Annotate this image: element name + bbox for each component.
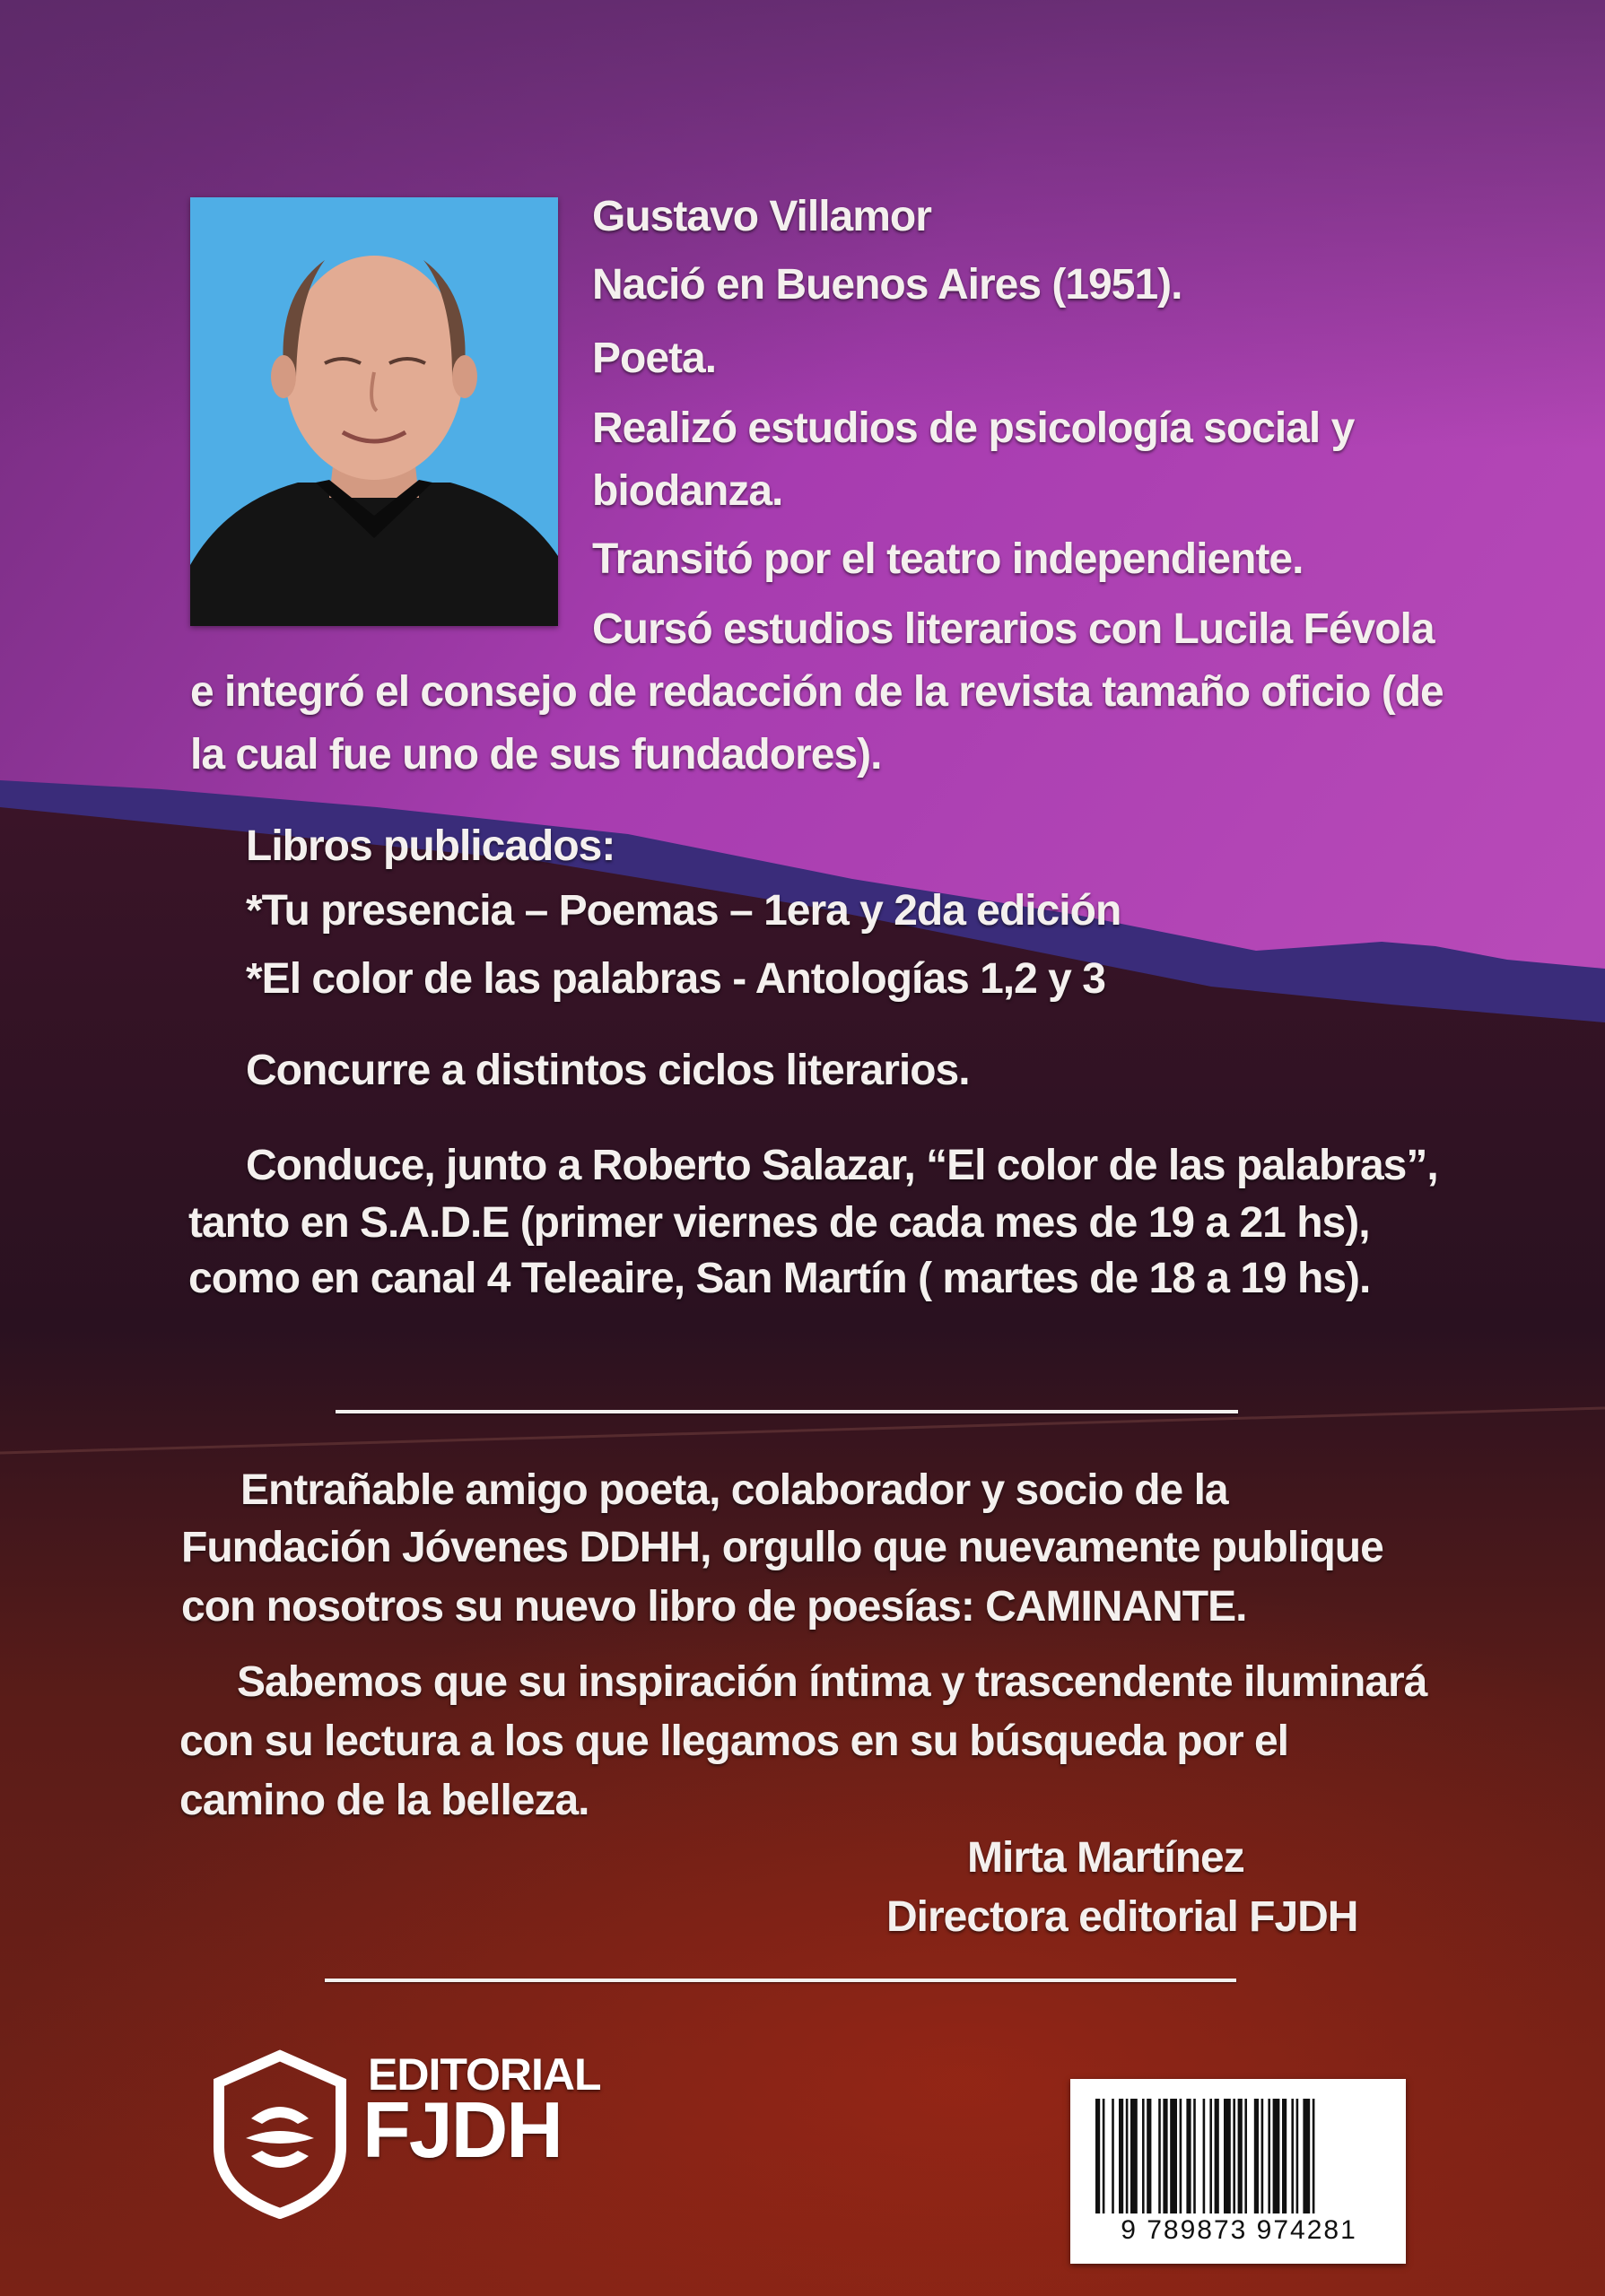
author-portrait-icon — [190, 197, 558, 626]
activity-line: como en canal 4 Teleaire, San Martín ( martes de 18 a 19 hs). — [188, 1255, 1371, 1302]
book-item: *El color de las palabras - Antologías 1,2 y 3 — [246, 955, 1105, 1003]
book-item: *Tu presencia – Poemas – 1era y 2da edición — [246, 887, 1121, 935]
bio-line: biodanza. — [592, 467, 783, 515]
activity-line: Conduce, junto a Roberto Salazar, “El color de las palabras”, — [246, 1142, 1438, 1189]
activity-line: tanto en S.A.D.E (primer viernes de cada mes de 19 a 21 hs), — [188, 1199, 1370, 1247]
publisher-logo — [208, 2048, 603, 2219]
endorsement-line: con nosotros su nuevo libro de poesías: CAMINANTE. — [181, 1583, 1247, 1631]
endorsement-line: Sabemos que su inspiración íntima y trascendente iluminará — [237, 1658, 1427, 1706]
bio-line: la cual fue uno de sus fundadores). — [190, 731, 882, 778]
publisher-label-top: EDITORIAL — [368, 2049, 601, 2100]
bio-line: Nació en Buenos Aires (1951). — [592, 261, 1182, 309]
publisher-label-main: FJDH — [362, 2085, 562, 2174]
bio-line: Cursó estudios literarios con Lucila Févola — [592, 605, 1435, 653]
endorsement-line: Fundación Jóvenes DDHH, orgullo que nuevamente publique — [181, 1524, 1383, 1571]
signature-title: Directora editorial FJDH — [886, 1893, 1358, 1941]
endorsement-line: camino de la belleza. — [179, 1777, 589, 1824]
isbn-barcode — [1070, 2079, 1406, 2264]
barcode-bars-icon — [1070, 2079, 1406, 2222]
signature-name: Mirta Martínez — [967, 1834, 1244, 1882]
books-heading: Libros publicados: — [246, 822, 615, 870]
divider-top — [336, 1410, 1238, 1413]
endorsement-line: Entrañable amigo poeta, colaborador y socio de la — [240, 1466, 1228, 1514]
bio-line: e integró el consejo de redacción de la revista tamaño oficio (de — [190, 668, 1444, 716]
author-name: Gustavo Villamor — [592, 193, 931, 240]
isbn-digits: 9 789873 974281 — [1121, 2215, 1357, 2245]
divider-bottom — [325, 1979, 1236, 1982]
bio-line: Transitó por el teatro independiente. — [592, 535, 1304, 583]
author-photo — [190, 197, 558, 626]
bio-line: Poeta. — [592, 335, 717, 382]
bio-line: Realizó estudios de psicología social y — [592, 404, 1355, 452]
fjdh-shield-logo-icon — [208, 2048, 352, 2219]
activity-line: Concurre a distintos ciclos literarios. — [246, 1047, 970, 1094]
endorsement-line: con su lectura a los que llegamos en su búsqueda por el — [179, 1718, 1288, 1765]
